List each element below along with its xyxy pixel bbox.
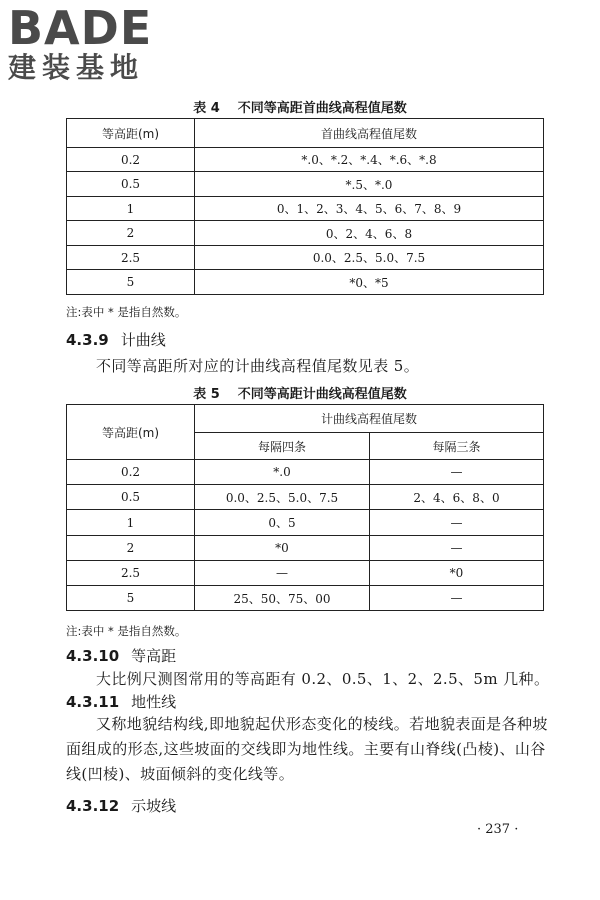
table5	[66, 404, 544, 611]
table-cell: —	[370, 510, 544, 536]
logo-subtitle: 建装基地	[8, 51, 145, 84]
table-cell: 0.2	[67, 148, 195, 172]
table-cell: 2.5	[67, 246, 195, 270]
table-cell: 2.5	[67, 561, 195, 586]
section-title: 地性线	[131, 693, 177, 711]
table-row	[67, 485, 544, 510]
table-cell: *.5、*.0	[195, 172, 544, 197]
section-4-3-9-text: 不同等高距所对应的计曲线高程值尾数见表 5。	[96, 357, 420, 375]
table-row	[67, 148, 544, 172]
section-title: 等高距	[131, 647, 177, 665]
table-cell: —	[370, 536, 544, 561]
table4-number: 表 4	[193, 101, 220, 116]
table-cell: —	[195, 561, 370, 586]
table-cell: 0.0、2.5、5.0、7.5	[195, 246, 544, 270]
table-row	[67, 561, 544, 586]
table-cell: 1	[67, 510, 195, 536]
table-row	[67, 270, 544, 295]
section-number: 4.3.10	[66, 647, 120, 665]
logo	[8, 1, 188, 84]
section-heading-4-3-11	[66, 691, 176, 712]
table-cell: 2	[67, 221, 195, 246]
logo-wordmark: BADE	[8, 1, 153, 55]
table-cell: 25、50、75、00	[195, 586, 370, 611]
table5-note: 注:表中 * 是指自然数。	[66, 624, 187, 638]
table-cell: *0、*5	[195, 270, 544, 295]
section-number: 4.3.9	[66, 331, 109, 349]
table-cell: 0.5	[67, 172, 195, 197]
section-title: 计曲线	[120, 331, 166, 349]
section-heading-4-3-10	[66, 645, 176, 666]
table-row	[67, 246, 544, 270]
table5-subheader-every-three: 每隔三条	[370, 433, 544, 460]
table-cell: 1	[67, 197, 195, 221]
table-cell: 5	[67, 270, 195, 295]
table-cell: 2、4、6、8、0	[370, 485, 544, 510]
table4-header-values: 首曲线高程值尾数	[195, 119, 544, 148]
section-4-3-10-text: 大比例尺测图常用的等高距有 0.2、0.5、1、2、2.5、5m 几种。	[96, 670, 550, 688]
table5-header-interval: 等高距(m)	[67, 405, 195, 460]
table-row	[67, 586, 544, 611]
table-cell: —	[370, 586, 544, 611]
table4	[66, 118, 544, 295]
table4-note: 注:表中 * 是指自然数。	[66, 305, 187, 319]
table-cell: *.0、*.2、*.4、*.6、*.8	[195, 148, 544, 172]
page-number: · 237 ·	[477, 822, 519, 837]
table-row	[67, 460, 544, 485]
table-row	[67, 510, 544, 536]
table-cell: 5	[67, 586, 195, 611]
table5-subheader-every-four: 每隔四条	[195, 433, 370, 460]
section-number: 4.3.11	[66, 693, 120, 711]
table-cell: 2	[67, 536, 195, 561]
table-cell: 0、1、2、3、4、5、6、7、8、9	[195, 197, 544, 221]
table-cell: 0.0、2.5、5.0、7.5	[195, 485, 370, 510]
section-heading-4-3-9	[66, 329, 166, 350]
table-cell: *.0	[195, 460, 370, 485]
section-title: 示坡线	[131, 797, 177, 815]
section-number: 4.3.12	[66, 797, 120, 815]
table4-header-row	[67, 119, 544, 148]
table5-header-row	[67, 405, 544, 433]
table-row	[67, 172, 544, 197]
table-cell: —	[370, 460, 544, 485]
section-heading-4-3-12	[66, 795, 176, 816]
table-cell: *0	[370, 561, 544, 586]
table5-number: 表 5	[193, 387, 220, 402]
table-row	[67, 221, 544, 246]
table-cell: 0.2	[67, 460, 195, 485]
table-row	[67, 536, 544, 561]
table-cell: *0	[195, 536, 370, 561]
table4-caption	[0, 97, 600, 116]
table5-header-group: 计曲线高程值尾数	[195, 405, 544, 433]
table-cell: 0、5	[195, 510, 370, 536]
section-4-3-11-text: 又称地貌结构线,即地貌起伏形态变化的棱线。若地貌表面是各种坡面组成的形态,这些坡面的交线即为地性线。主要有山脊线(凸棱)、山谷线(凹棱)、坡面倾斜的变化线等。	[66, 715, 548, 783]
table-cell: 0、2、4、6、8	[195, 221, 544, 246]
table-row	[67, 197, 544, 221]
table4-title: 不同等高距首曲线高程值尾数	[237, 101, 407, 116]
table-cell: 0.5	[67, 485, 195, 510]
table5-title: 不同等高距计曲线高程值尾数	[237, 387, 407, 402]
table4-header-interval: 等高距(m)	[67, 119, 195, 148]
table5-caption	[0, 383, 600, 402]
